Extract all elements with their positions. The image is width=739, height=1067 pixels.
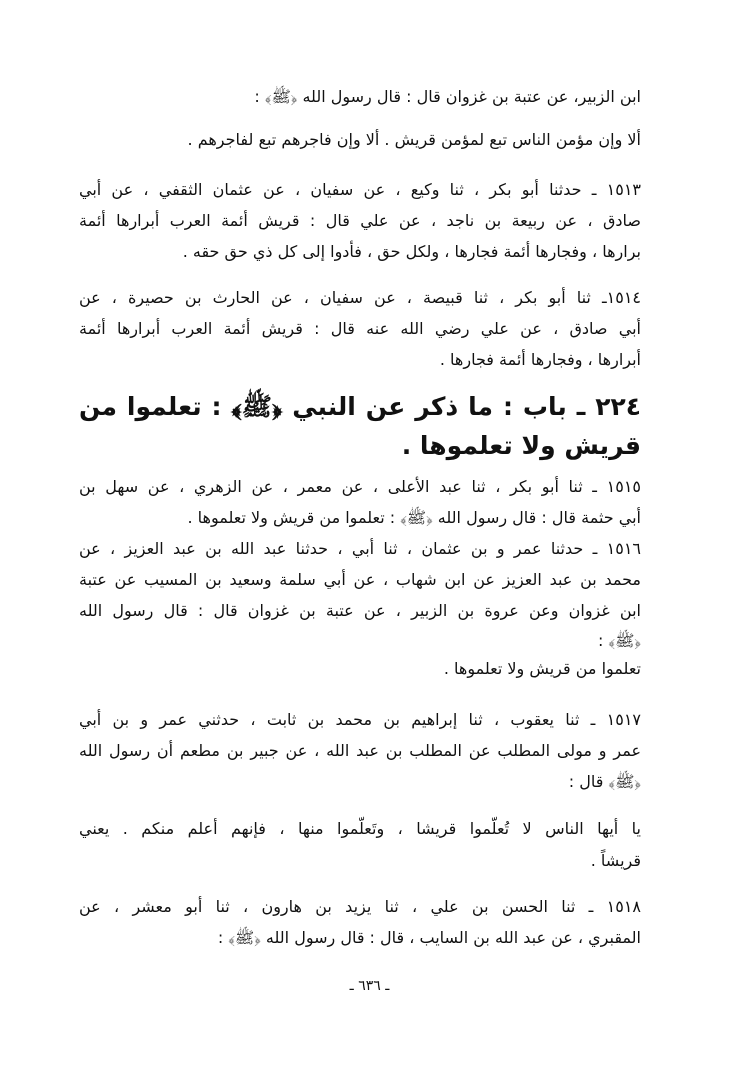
hadith-1515-line-1: ١٥١٥ ـ ثنا أبو بكر ، ثنا عبد الأعلى ، عن معمر ، عن الزهري ، عن سهل بن: [79, 477, 641, 496]
hadith-1516-line-2: محمد بن عبد العزيز عن ابن شهاب ، عن أبي سلمة وسعيد بن المسيب عن عتبة: [79, 570, 641, 589]
hadith-1517-line-2: عمر و مولى المطلب عن المطلب بن عبد الله ، عن جبير بن مطعم أن رسول الله: [79, 741, 641, 760]
hadith-1517-line-4: يا أيها الناس لا تُعلّموا قريشا ، وتَعلّموا منها ، فإنهم أعلم منكم . يعني: [79, 819, 641, 838]
page-number: ـ ٦٣٦ ـ: [349, 978, 390, 994]
hadith-1517-line-1: ١٥١٧ ـ ثنا يعقوب ، ثنا إبراهيم بن محمد بن ثابت ، حدثني عمر و بن أبي: [79, 710, 641, 729]
hadith-1518-line-2: المقبري ، عن عبد الله بن السايب ، قال : قال رسول الله ﴿ﷺ﴾ :: [217, 928, 641, 947]
hadith-1514-line-3: أبرارها ، وفجارها أئمة فجارها .: [439, 350, 641, 369]
text-line-2: ألا وإن مؤمن الناس تبع لمؤمن قريش . ألا وإن فاجرهم تبع لفاجرهم .: [187, 130, 641, 149]
hadith-1517-line-3: ﴿ﷺ﴾ قال :: [568, 772, 641, 791]
text-line-1: ابن الزبير، عن عتبة بن غزوان قال : قال رسول الله ﴿ﷺ﴾ :: [254, 87, 641, 106]
hadith-1513-line-2: صادق ، عن ربيعة بن ناجد ، عن علي قال : قريش أئمة العرب أبرارها أئمة: [79, 211, 641, 230]
hadith-1515-line-2: أبي حثمة قال : قال رسول الله ﴿ﷺ﴾ : تعلموا من قريش ولا تعلموها .: [187, 508, 641, 527]
chapter-heading-line-2: قريش ولا تعلموها .: [401, 431, 641, 460]
hadith-1516-line-5: تعلموا من قريش ولا تعلموها .: [443, 659, 641, 678]
hadith-1513-line-1: ١٥١٣ ـ حدثنا أبو بكر ، ثنا وكيع ، عن سفيان ، عن عثمان الثقفي ، عن أبي: [79, 180, 641, 199]
hadith-1517-line-5: قريشاً .: [590, 851, 641, 870]
hadith-1514-line-1: ١٥١٤ـ ثنا أبو بكر ، ثنا قبيصة ، عن سفيان ، عن الحارث بن حصيرة ، عن: [79, 288, 641, 307]
hadith-1516-line-3: ابن غزوان وعن عروة بن الزبير ، عن عتبة بن غزوان قال : قال رسول الله: [79, 601, 641, 620]
hadith-1516-line-4: ﴿ﷺ﴾ :: [598, 631, 641, 650]
chapter-heading-line-1: ٢٢٤ ـ باب : ما ذكر عن النبي ﴿ﷺ﴾ : تعلموا من: [79, 392, 641, 421]
hadith-1518-line-1: ١٥١٨ ـ ثنا الحسن بن علي ، ثنا يزيد بن هارون ، ثنا أبو معشر ، عن: [79, 897, 641, 916]
hadith-1513-line-3: برارها ، وفجارها أئمة فجارها ، ولكل حق ، فأدوا إلى كل ذي حق حقه .: [182, 242, 641, 261]
hadith-1514-line-2: أبي صادق ، عن علي رضي الله عنه قال : قريش أئمة العرب أبرارها أئمة: [79, 319, 641, 338]
hadith-1516-line-1: ١٥١٦ ـ حدثنا عمر و بن عثمان ، ثنا أبي ، حدثنا عبد الله بن عبد العزيز ، عن: [79, 539, 641, 558]
